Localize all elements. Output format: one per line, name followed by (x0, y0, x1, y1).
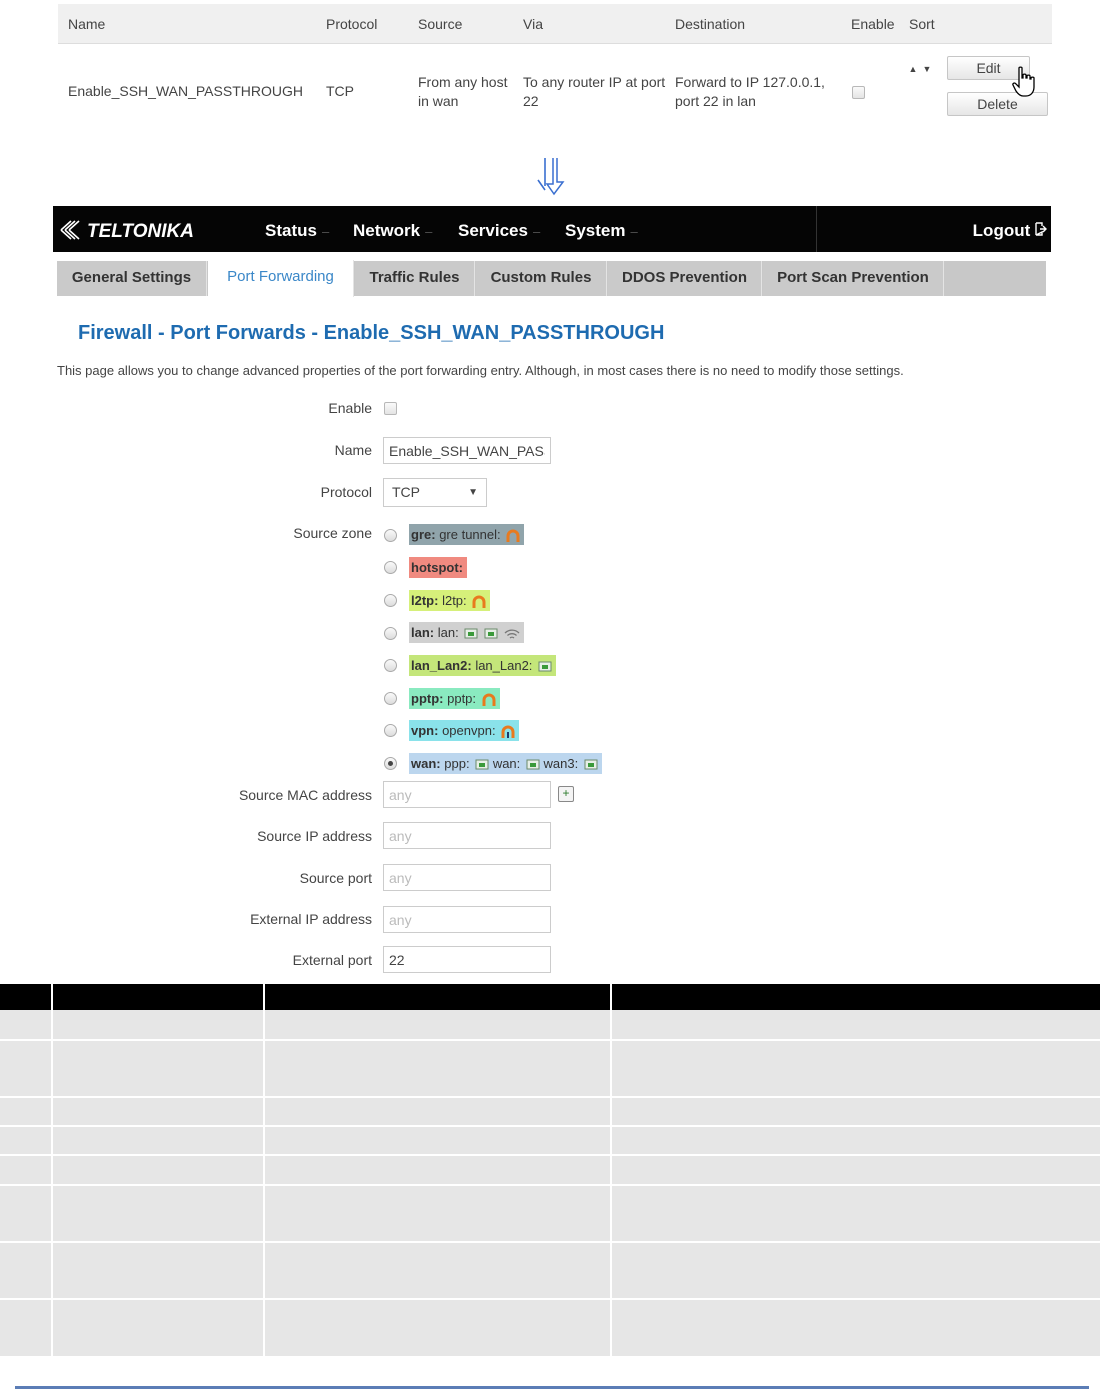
ethernet-port-icon (475, 759, 489, 771)
header-name: Name (68, 16, 106, 32)
rule-via-line2: 22 (523, 93, 539, 109)
protocol-label: Protocol (320, 484, 372, 500)
tab-ddos-prevention[interactable]: DDOS Prevention (608, 261, 762, 296)
page-title: Firewall - Port Forwards - Enable_SSH_WAN_PASSTHROUGH (78, 322, 665, 344)
tunnel-icon (482, 693, 496, 707)
wifi-icon (504, 628, 520, 640)
list-header (58, 4, 1052, 44)
zone-radio-lan[interactable] (384, 627, 397, 640)
zone-pptp: pptp: pptp: (409, 688, 500, 709)
table-header (0, 984, 1100, 1010)
rule-dest-line1: Forward to IP 127.0.0.1, (675, 74, 825, 90)
zone-radio-gre[interactable] (384, 529, 397, 542)
ethernet-port-icon (526, 759, 540, 771)
zone-gre: gre: gre tunnel: (409, 524, 524, 545)
external-ip-input[interactable] (383, 906, 551, 933)
nav-services[interactable]: Services – (458, 221, 541, 240)
table-row-separator (0, 1298, 1100, 1300)
rule-protocol: TCP (326, 83, 354, 99)
tab-traffic-rules[interactable]: Traffic Rules (355, 261, 475, 296)
zone-radio-vpn[interactable] (384, 724, 397, 737)
name-label: Name (334, 442, 372, 458)
logout-link[interactable]: Logout (973, 221, 1047, 241)
teltonika-logo (59, 219, 227, 241)
header-sort: Sort (909, 16, 935, 32)
protocol-select[interactable]: TCP ▼ (383, 478, 487, 507)
table-row-separator (0, 1241, 1100, 1243)
table-row-separator (0, 1154, 1100, 1156)
external-port-label: External port (292, 952, 372, 968)
source-port-label: Source port (299, 870, 372, 886)
ethernet-port-icon (538, 661, 552, 673)
source-ip-input[interactable] (383, 822, 551, 849)
hand-pointer-icon (1012, 66, 1038, 98)
source-mac-input[interactable] (383, 781, 551, 808)
tab-port-scan-prevention[interactable]: Port Scan Prevention (763, 261, 944, 296)
tab-custom-rules[interactable]: Custom Rules (476, 261, 607, 296)
zone-lan-lan2: lan_Lan2: lan_Lan2: (409, 655, 556, 676)
table-body (0, 1010, 1100, 1356)
delete-button[interactable]: Delete (947, 92, 1048, 116)
ethernet-port-icon (464, 628, 478, 640)
source-zone-label: Source zone (293, 525, 372, 541)
table-column-separator (610, 984, 612, 1356)
edit-button[interactable]: Edit (947, 56, 1030, 80)
port-forward-list (58, 4, 1052, 122)
tab-port-forwarding[interactable]: Port Forwarding (208, 260, 354, 297)
zone-radio-wan[interactable] (384, 757, 397, 770)
ethernet-port-icon (484, 628, 498, 640)
header-enable: Enable (851, 16, 895, 32)
nav-status[interactable]: Status – (265, 221, 330, 240)
table-row-separator (0, 1096, 1100, 1098)
enable-checkbox[interactable] (384, 402, 397, 418)
rule-via-line1: To any router IP at port (523, 74, 666, 90)
chevron-down-icon: ▼ (468, 487, 478, 498)
header-source: Source (418, 16, 463, 32)
nav-system[interactable]: System – (565, 221, 638, 240)
zone-radio-hotspot[interactable] (384, 561, 397, 574)
rule-name: Enable_SSH_WAN_PASSTHROUGH (68, 83, 303, 99)
name-input[interactable] (383, 437, 551, 464)
zone-lan: lan: lan: (409, 622, 524, 643)
zone-wan: wan: ppp: wan: wan3: (409, 753, 602, 774)
source-mac-label: Source MAC address (238, 787, 372, 803)
zone-hotspot: hotspot: (409, 557, 467, 578)
zone-radio-lan-lan2[interactable] (384, 659, 397, 672)
tunnel-icon (501, 725, 515, 739)
enable-label: Enable (328, 400, 372, 416)
zone-vpn: vpn: openvpn: (409, 720, 519, 741)
sort-up-icon[interactable]: ▲ (908, 64, 918, 74)
table-row-separator (0, 1125, 1100, 1127)
tab-bar (57, 261, 1046, 296)
logout-icon (1035, 222, 1047, 236)
top-navigation-bar (53, 206, 1051, 252)
zone-radio-pptp[interactable] (384, 692, 397, 705)
down-arrows-icon (533, 156, 571, 196)
table-row-separator (0, 1039, 1100, 1041)
rule-source-line1: From any host (418, 74, 508, 90)
tunnel-icon (506, 529, 520, 543)
footer-rule (15, 1386, 1089, 1389)
add-icon[interactable]: + (558, 786, 574, 802)
page-description: This page allows you to change advanced properties of the port forwarding entry. Although, in most cases there is no need to modify those settings. (57, 363, 904, 378)
svg-text:TELTONIKA: TELTONIKA (87, 221, 194, 241)
source-port-input[interactable] (383, 864, 551, 891)
source-ip-label: Source IP address (257, 828, 372, 844)
header-destination: Destination (675, 16, 746, 32)
header-via: Via (523, 16, 543, 32)
zone-l2tp: l2tp: l2tp: (409, 590, 490, 611)
rule-source-line2: in wan (418, 93, 459, 109)
ethernet-port-icon (584, 759, 598, 771)
external-port-input[interactable] (383, 946, 551, 973)
rule-dest-line2: port 22 in lan (675, 93, 756, 109)
tunnel-icon (472, 595, 486, 609)
nav-network[interactable]: Network – (353, 221, 433, 240)
external-ip-label: External IP address (250, 911, 372, 927)
table-column-separator (263, 984, 265, 1356)
sort-down-icon[interactable]: ▼ (922, 64, 932, 74)
nav-divider (816, 206, 817, 252)
table-column-separator (51, 984, 53, 1356)
zone-radio-l2tp[interactable] (384, 594, 397, 607)
tab-general-settings[interactable]: General Settings (57, 261, 207, 296)
table-row-separator (0, 1184, 1100, 1186)
header-protocol: Protocol (326, 16, 378, 32)
